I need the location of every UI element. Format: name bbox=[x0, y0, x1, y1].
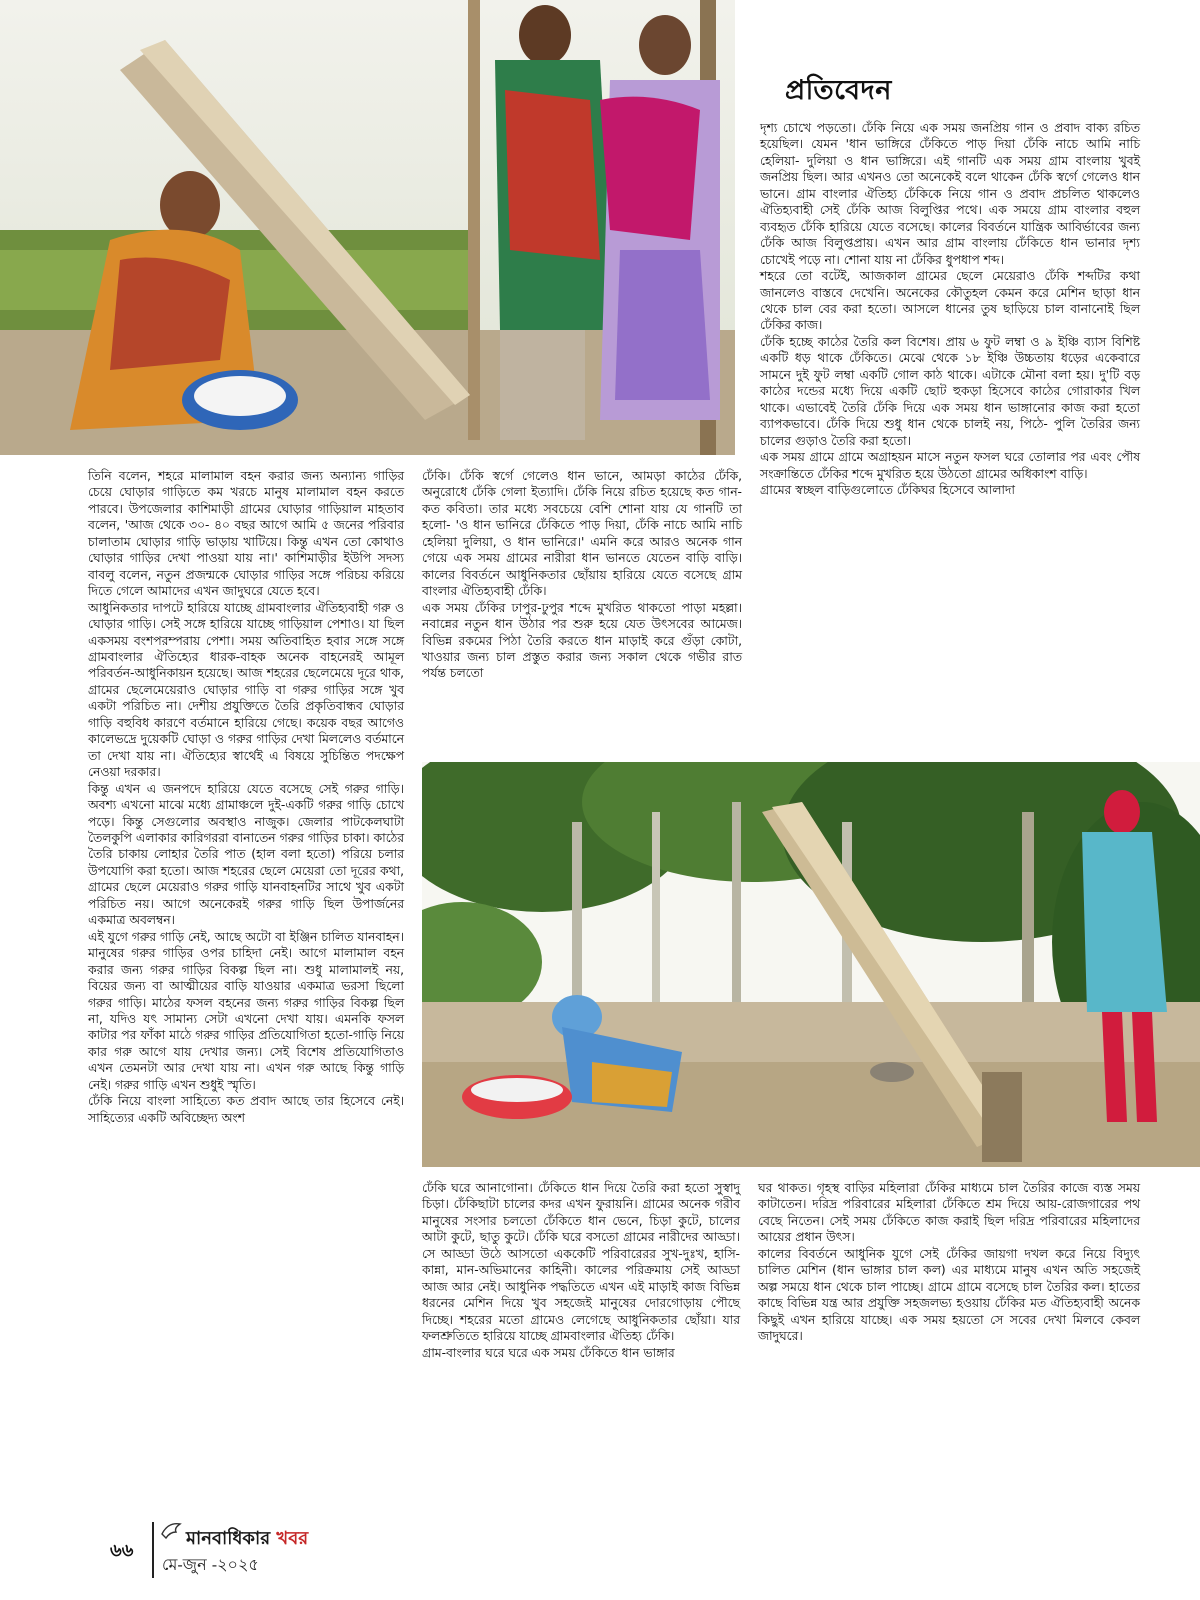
paragraph: কালের বিবর্তনে আধুনিক যুগে সেই ঢেঁকির জায়গা দখল করে নিয়ে বিদ্যুৎ চালিত মেশিন (ধান ভাঙ্গার চাল কল) এর মাধ্যমে মানুষ এখন অতি সহজেই অল্প সময়ে ধান থেকে চাল পাচ্ছে। গ্রামে গ্রামে বসেছে চাল তৈরির কল। হাতের কাছে বিভিন্ন যন্ত্র আর প্রযুক্তি সহজলভ্য হওয়ায় ঢেঁকির মত ঐতিহ্যবাহী অনেক কিছুই এখন হারিয়ে যাচ্ছে। এক সময় হয়তো সে সবের দেখা মিলবে কেবল জাদুঘরে। bbox=[758, 1246, 1140, 1344]
page-footer bbox=[110, 1518, 410, 1578]
paragraph: এই যুগে গরুর গাড়ি নেই, আছে অটো বা ইঞ্জিন চালিত যানবাহন। মানুষের গরুর গাড়ির ওপর চাহিদা নেই। আগে মালামাল বহন করার জন্য গরুর গাড়ির বিকল্প ছিল না। শুধু মালামালই নয়, বিয়ের জন্য বা আত্মীয়ের বাড়ি যাওয়ার একমাত্র ভরসা ছিলো গরুর গাড়ি। মাঠের ফসল বহনের জন্য গরুর গাড়ির বিকল্প ছিল না, যদিও যৎ সামান্য সেটা এখনো দেখা যায়। এমনকি ফসল কাটার পর ফাঁকা মাঠে গরুর গাড়ির প্রতিযোগিতা হতো-গাড়ি নিয়ে কার গরু আগে যায় দেখার জন্য। সেই বিশেষ প্রতিযোগিতাও এখন তেমনটা আর দেখা যায় না। এখন গরু আছে কিন্তু গাড়ি নেই। গরুর গাড়ি এখন শুধুই স্মৃতি। bbox=[88, 929, 404, 1092]
column-top-right bbox=[760, 120, 1140, 498]
magazine-name bbox=[186, 1524, 308, 1555]
column-middle bbox=[422, 468, 742, 682]
paragraph: আধুনিকতার দাপটে হারিয়ে যাচ্ছে গ্রামবাংলার ঐতিহ্যবাহী গরু ও ঘোড়ার গাড়ি। সেই সঙ্গে হারিয়ে যাচ্ছে গাড়িয়াল পেশাও। যা ছিল একসময় বংশপরম্পরায় পেশা। সময় অতিবাহিত হবার সঙ্গে সঙ্গে গ্রামবাংলার ঐতিহ্যের ধারক-বাহক অনেক বাহনেরই আমূল পরিবর্তন-আধুনিকায়ন হয়েছে। আজ শহরের ছেলেমেয়ে দূরে থাক, গ্রামের ছেলেমেয়েরাও ঘোড়ার গাড়ি বা গরুর গাড়ির সঙ্গে খুব একটা পরিচিত না। দেশীয় প্রযুক্তিতে তৈরি প্রকৃতিবান্ধব ঘোড়ার গাড়ি বহুবিধ কারণে বর্তমানে হারিয়ে গেছে। কয়েক বছর আগেও কালেভদ্রে দুয়েকটি ঘোড়া ও গরুর গাড়ির দেখা মিললেও বর্তমানে তা দেখা যায় না। ঐতিহ্যের স্বার্থেই এ বিষয়ে সুচিন্তিত পদক্ষেপ নেওয়া দরকার। bbox=[88, 600, 404, 780]
magazine-name-accent: খবর bbox=[270, 1528, 309, 1549]
paragraph: গ্রাম-বাংলার ঘরে ঘরে এক সময় ঢেঁকিতে ধান ভাঙ্গার bbox=[422, 1345, 675, 1360]
paragraph: ঢেঁকি হচ্ছে কাঠের তৈরি কল বিশেষ। প্রায় ৬ ফুট লম্বা ও ৯ ইঞ্চি ব্যাস বিশিষ্ট একটি ধড় থাকে ঢেঁকিতে। মেঝে থেকে ১৮ ইঞ্চি উচ্চতায় ধড়ের একেবারে সামনে দুই ফুট লম্বা একটি গোল কাঠ থাকে। এটাকে মৌনা বলা হয়। দু'টি বড় কাঠের দন্ডের মধ্যে দিয়ে একটি ছোট হুকড়া হিসেবে কাঠের গোরাকার খিল থাকে। এভাবেই তৈরি ঢেঁকি দিয়ে এক সময় ধান ভাঙ্গানোর কাজ করা হতো ব্যাপকভাবে। ঢেঁকি দিয়ে শুধু ধান থেকে চালই নয়, পিঠে- পুলি তৈরির জন্য চালের গুড়াও তৈরি করা হতো। bbox=[760, 334, 1140, 448]
magazine-logo bbox=[160, 1518, 360, 1548]
column-bottom-right bbox=[758, 1180, 1140, 1345]
top-photo-dheki-women bbox=[0, 0, 735, 455]
paragraph: ঘর থাকত। গৃহস্থ বাড়ির মহিলারা ঢেঁকির মাধ্যমে চাল তৈরির কাজে ব্যস্ত সময় কাটাতেন। দরিদ্র পরিবারের মহিলারা ঢেঁকিতে শ্রম দিয়ে আয়-রোজগারের পথ বেছে নিতেন। সেই সময় ঢেঁকিতে কাজ করাই ছিল দরিদ্র পরিবারের মহিলাদের আয়ের প্রধান উৎস। bbox=[758, 1181, 1140, 1245]
magazine-name-main: মানবাধিকার bbox=[186, 1528, 271, 1549]
paragraph: কিন্তু এখন এ জনপদে হারিয়ে যেতে বসেছে সেই গরুর গাড়ি। অবশ্য এখনো মাঝে মধ্যে গ্রামাঞ্চলে দুই-একটি গরুর গাড়ি চোখে পড়ে। কিন্তু সেগুলোর অবস্থাও নাজুক। জেলার পাটকেলঘাটা তৈলকুপি এলাকার কারিগররা বানাতেন গরুর গাড়ির চাকা। কাঠের তৈরি চাকায় লোহার তৈরি পাত (হাল বলা হতো) পরিয়ে চলার উপযোগি করা হতো। আজ শহরের ছেলে মেয়েরা তো দূরের কথা, গ্রামের ছেলে মেয়েরাও গরুর গাড়ি যানবাহনটির সাথে খুব একটা পরিচিত নয়। আগে অনেকেরই গরুর গাড়ি ছিল উপার্জনের একমাত্র অবলম্বন। bbox=[88, 781, 404, 928]
paragraph: ঢেঁকি নিয়ে বাংলা সাহিত্যে কত প্রবাদ আছে তার হিসেবে নেই। সাহিত্যের একটি অবিচ্ছেদ্য অংশ bbox=[88, 1094, 404, 1125]
paragraph: ঢেঁকি ঘরে আনাগোনা। ঢেঁকিতে ধান দিয়ে তৈরি করা হতো সুস্বাদু চিড়া। ঢেঁকিছাটা চালের কদর এখন ফুরায়নি। গ্রামের অনেক গরীব মানুষের সংসার চলতো ঢেঁকিতে ধান ভেনে, চিড়া কুটে, চালের আটা কুটে, ছাতু কুটে। ঢেঁকি ঘরে বসতো গ্রামের নারীদের আড্ডা। সে আড্ডা উঠে আসতো এককেটি পরিবারেরর সুখ-দুঃখ, হাসি-কান্না, মান-অভিমানের কাহিনী। কালের পরিক্রমায় সেই আড্ডা আজ আর নেই। আধুনিক পদ্ধতিতে এখন এই মাড়াই কাজ বিভিন্ন ধরনের মেশিন দিয়ে খুব সহজেই মানুষের দোরগোড়ায় পৌছে দিচ্ছে। শহরের মতো গ্রামেও লেগেছে আধুনিকতার ছোঁয়া। যার ফলশ্রুতিতে হারিয়ে যাচ্ছে গ্রামবাংলার ঐতিহ্য ঢেঁকি। bbox=[422, 1181, 740, 1344]
paragraph: দৃশ্য চোখে পড়তো। ঢেঁকি নিয়ে এক সময় জনপ্রিয় গান ও প্রবাদ বাক্য রচিত হয়েছিল। যেমন 'ধান ভাঙ্গিরে ঢেঁকিতে পাড় দিয়া ঢেঁকি নাচে আমি নাচি হেলিয়া- দুলিয়া ও ধান ভাঙ্গিরে। এই গানটি এক সময় গ্রাম বাংলায় খুবই জনপ্রিয় ছিল। আর এখনও তো অনেকেই বলে থাকেন ঢেঁকি স্বর্গে গেলেও ধান ভানে। গ্রাম বাংলার ঐতিহ্য ঢেঁকিকে নিয়ে গান ও প্রবাদ প্রচলিত থাকলেও ঐতিহ্যবাহী সেই ঢেঁকি আজ বিলুপ্তির পথে। এক সময়ে গ্রাম বাংলার বহুল ব্যবহৃত ঢেঁকি হারিয়ে যেতে বসেছে। কালের বিবর্তনে যান্ত্রিক আবির্ভাবের জন্য ঢেঁকি আজ বিলুপ্তপ্রায়। এখন আর গ্রাম বাংলায় ঢেঁকিতে ধান ভানার দৃশ্য চোখেই পড়ে না। শোনা যায় না ঢেঁকির ধুপধাপ শব্দ। bbox=[760, 121, 1140, 267]
bottom-photo-dheki-operation bbox=[422, 762, 1200, 1167]
paragraph: এক সময় গ্রামে গ্রামে অগ্রাহয়ন মাসে নতুন ফসল ঘরে তোলার পর এবং পৌষ সংক্রান্তিতে ঢেঁকির শব্দে মুখরিত হয়ে উঠতো গ্রামের অধিকাংশ বাড়ি। bbox=[760, 450, 1140, 481]
paragraph: এক সময় ঢেঁকির ঢাপুর-ঢুপুর শব্দে মুখরিত থাকতো পাড়া মহল্লা। নবান্নের নতুন ধান উঠার পর শুরু হয়ে যেত উৎসবের আমেজ। বিভিন্ন রকমের পিঠা তৈরি করতে ধান মাড়াই করে গুঁড়া কোটা, খাওয়ার জন্য চাল প্রস্তুত করার জন্য সকাল থেকে গভীর রাত পর্যন্ত চলতো bbox=[422, 600, 742, 681]
page-number: ৬৬ bbox=[110, 1540, 134, 1561]
issue-date: মে-জুন -২০২৫ bbox=[162, 1555, 259, 1574]
paragraph: তিনি বলেন, শহরে মালামাল বহন করার জন্য অন্যান্য গাড়ির চেয়ে ঘোড়ার গাড়িতে কম খরচে মানুষ মালামাল বহন করতে পারবে। উপজেলার কাশিমাড়ী গ্রামের ঘোড়ার গাড়িয়াল মাহতাব বলেন, 'আজ থেকে ৩০- ৪০ বছর আগে আমি ৫ জনের পরিবার চালাতাম ঘোড়ার গাড়ি ভাড়ায় খাটিয়ে। কিন্তু এখন তো কোথাও ঘোড়ার গাড়ির দেখা পাওয়া যায় না।' কাশিমাড়ীর ইউপি সদস্য বাবলু বলেন, নতুন প্রজন্মকে ঘোড়ার গাড়ির সঙ্গে পরিচয় করিয়ে দিতে গেলে আমাদের এখন জাদুঘরে যেতে হবে। bbox=[88, 469, 404, 599]
paragraph: শহরে তো বটেই, আজকাল গ্রামের ছেলে মেয়েরাও ঢেঁকি শব্দটির কথা জানলেও বাস্তবে দেখেনি। অনেকের কৌতুহল কেমন করে মেশিন ছাড়া ধান থেকে চাল বের করা হতো। আসলে ধানের তুষ ছাড়িয়ে চাল বানানোই ছিল ঢেঁকির কাজ। bbox=[760, 269, 1140, 333]
section-title: প্রতিবেদন bbox=[785, 75, 892, 106]
footer-divider bbox=[152, 1522, 154, 1578]
column-left bbox=[88, 468, 404, 1126]
dove-icon bbox=[160, 1520, 184, 1542]
paragraph: ঢেঁকি। ঢেঁকি স্বর্গে গেলেও ধান ভানে, আমড়া কাঠের ঢেঁকি, অনুরোধে ঢেঁকি গেলা ইত্যাদি। ঢেঁকি নিয়ে রচিত হয়েছে কত গান-কত কবিতা। তার মধ্যে সবচেয়ে বেশি শোনা যায় যে গানটি তা হলো- 'ও ধান ভানিরে ঢেঁকিতে পাড় দিয়া, ঢেঁকি নাচে আমি নাচি হেলিয়া দুলিয়া, ও ধান ভানিরে।' এমনি করে আরও অনেক গান গেয়ে এক সময় গ্রামের নারীরা ধান ভানতে যেতেন বাড়ি বাড়ি। কালের বিবর্তনে আধুনিকতার ছোঁয়ায় হারিয়ে যেতে বসেছে গ্রাম বাংলার ঐতিহ্যবাহী ঢেঁকি। bbox=[422, 469, 742, 599]
column-bottom-middle bbox=[422, 1180, 740, 1361]
paragraph: গ্রামের স্বচ্ছল বাড়িগুলোতে ঢেঁকিঘর হিসেবে আলাদা bbox=[760, 482, 1015, 497]
